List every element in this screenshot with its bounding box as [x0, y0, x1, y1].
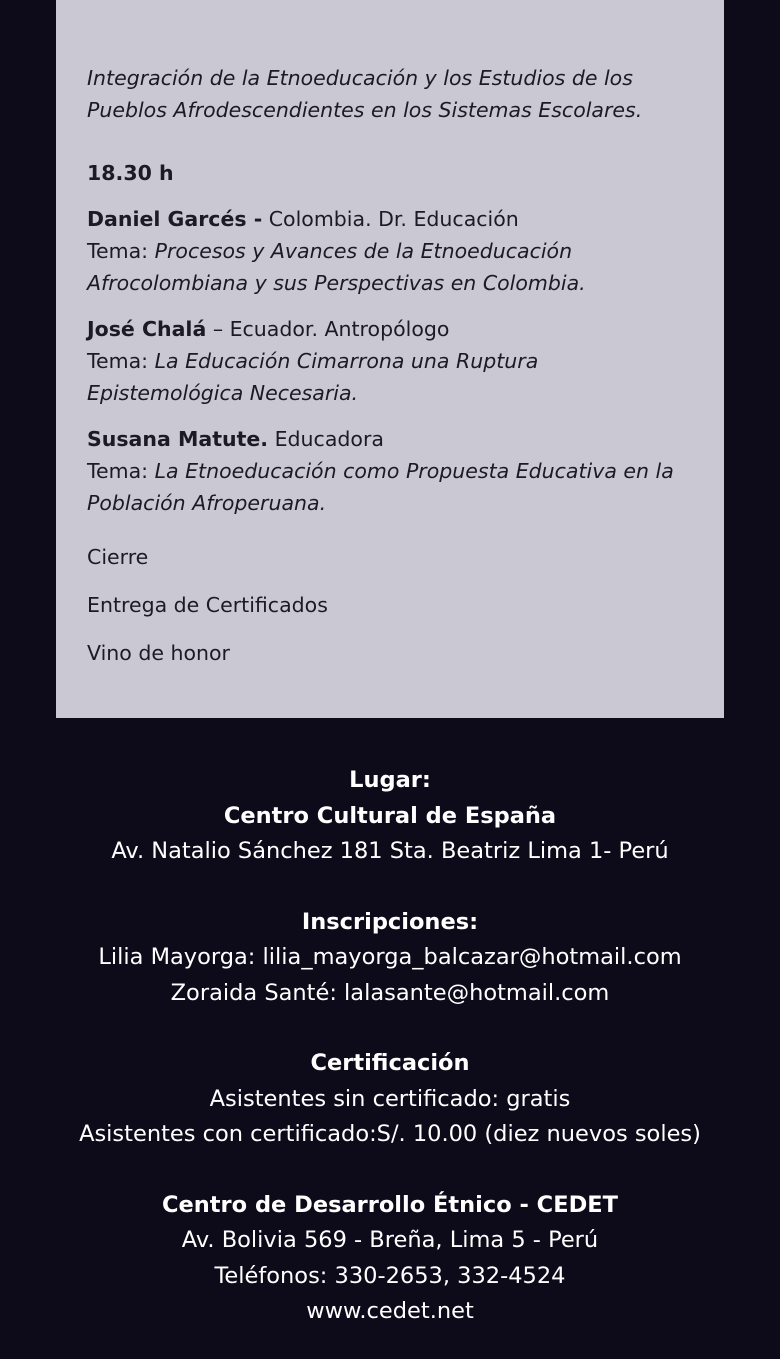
venue-block [0, 763, 780, 870]
organizer-website: www.cedet.net [306, 1298, 474, 1324]
organizer-name: Centro de Desarrollo Étnico - CEDET [162, 1191, 618, 1218]
tema-title-line-1: La Etnoeducación como Propuesta Educativa en la [154, 459, 674, 483]
registration-heading: Inscripciones: [301, 908, 479, 935]
tema-title-line-1: Procesos y Avances de la Etnoeducación [154, 239, 573, 263]
certification-free: Asistentes sin certificado: gratis [209, 1085, 571, 1112]
closing-list [87, 541, 700, 669]
tema-label: Tema: [87, 349, 155, 373]
certification-heading: Certificación [310, 1050, 470, 1076]
certification-block [0, 1046, 780, 1153]
session-title-line-1: Integración de la Etnoeducación y los Estudios de los [87, 66, 633, 90]
venue-name: Centro Cultural de España [223, 802, 557, 829]
event-info [0, 763, 780, 1330]
certification-paid: Asistentes con certificado:S/. 10.00 (diez nuevos soles) [79, 1121, 701, 1147]
tema-title-line-1: La Educación Cimarrona una Ruptura [154, 349, 539, 373]
speaker-jose-chala [87, 313, 700, 409]
organizer-block [0, 1188, 780, 1330]
tema-label: Tema: [87, 239, 155, 263]
speaker-name: Susana Matute. [87, 427, 269, 451]
speaker-susana-matute [87, 423, 700, 519]
session-time: 18.30 h [87, 161, 174, 185]
session-title-line-2: Pueblos Afrodescendientes en los Sistemas Escolares. [87, 98, 643, 122]
program-panel [56, 0, 724, 718]
tema-title-line-2: Afrocolombiana y sus Perspectivas en Colombia. [87, 271, 586, 295]
closing-item: Vino de honor [87, 641, 230, 665]
speaker-info: Colombia. Dr. Educación [262, 207, 519, 231]
organizer-address: Av. Bolivia 569 - Breña, Lima 5 - Perú [181, 1227, 599, 1253]
registration-contact: Lilia Mayorga: lilia_mayorga_balcazar@hotmail.com [98, 944, 682, 970]
session-title [87, 62, 700, 126]
registration-block [0, 905, 780, 1012]
speaker-info: Educadora [268, 427, 384, 451]
closing-item: Cierre [87, 545, 149, 569]
tema-label: Tema: [87, 459, 155, 483]
tema-title-line-2: Epistemológica Necesaria. [87, 381, 359, 405]
speaker-name: José Chalá [87, 317, 207, 341]
venue-address: Av. Natalio Sánchez 181 Sta. Beatriz Lima 1- Perú [111, 838, 669, 864]
tema-title-line-2: Población Afroperuana. [87, 491, 327, 515]
closing-item: Entrega de Certificados [87, 593, 328, 617]
venue-heading: Lugar: [349, 767, 431, 793]
registration-contact: Zoraida Santé: lalasante@hotmail.com [170, 979, 610, 1006]
speaker-info: – Ecuador. Antropólogo [206, 317, 450, 341]
speaker-name: Daniel Garcés - [87, 207, 263, 231]
organizer-phones: Teléfonos: 330-2653, 332-4524 [214, 1262, 566, 1289]
speaker-daniel-garces [87, 203, 700, 299]
